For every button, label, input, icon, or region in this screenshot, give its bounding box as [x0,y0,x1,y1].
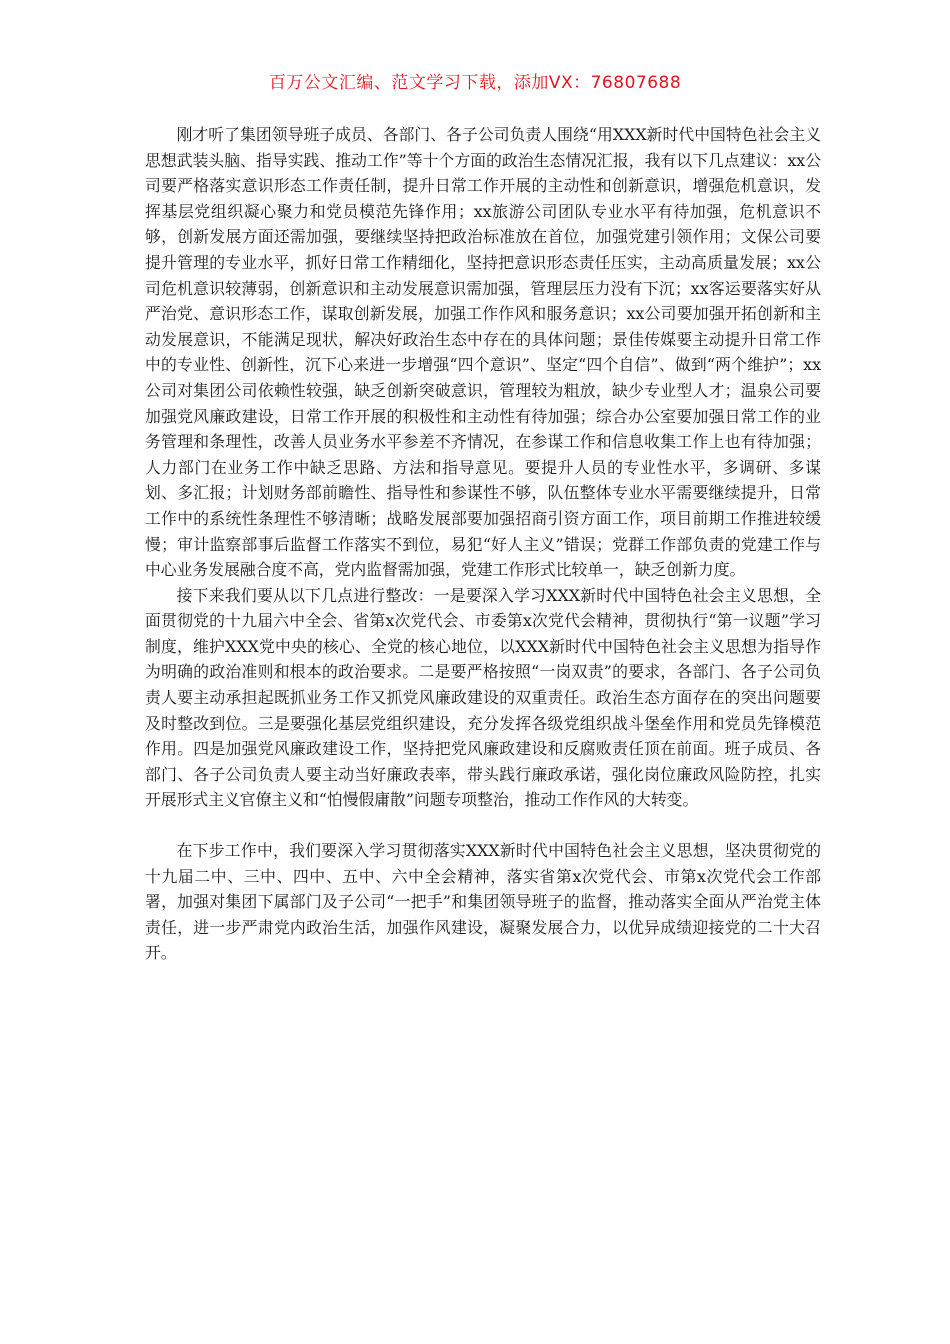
paragraph-suggestions: 刚才听了集团领导班子成员、各部门、各子公司负责人围绕“用XXX新时代中国特色社会主义思想武装头脑、指导实践、推动工作”等十个方面的政治生态情况汇报，我有以下几点建议：xx公司要严格落实意识形态工作责任制，提升日常工作开展的主动性和创新意识，增强危机意识，发挥基层党组织凝心聚力和党员模范先锋作用；xx旅游公司团队专业水平有待加强，危机意识不够，创新发展方面还需加强，要继续坚持把政治标准放在首位，加强党建引领作用；文保公司要提升管理的专业水平，抓好日常工作精细化，坚持把意识形态责任压实，主动高质量发展；xx公司危机意识较薄弱，创新意识和主动发展意识需加强，管理层压力没有下沉；xx客运要落实好从严治党、意识形态工作，谋取创新发展，加强工作作风和服务意识；xx公司要加强开拓创新和主动发展意识，不能满足现状，解决好政治生态中存在的具体问题；景佳传媒要主动提升日常工作中的专业性、创新性，沉下心来进一步增强“四个意识”、坚定“四个自信”、做到“两个维护”；xx公司对集团公司依赖性较强，缺乏创新突破意识，管理较为粗放，缺少专业型人才；温泉公司要加强党风廉政建设，日常工作开展的积极性和主动性有待加强；综合办公室要加强日常工作的业务管理和条理性，改善人员业务水平参差不齐情况，在参谋工作和信息收集工作上也有待加强；人力部门在业务工作中缺乏思路、方法和指导意见。要提升人员的专业性水平，多调研、多谋划、多汇报；计划财务部前瞻性、指导性和参谋性不够，队伍整体专业水平需要继续提升，日常工作中的系统性条理性不够清晰；战略发展部要加强招商引资方面工作，项目前期工作推进较缓慢；审计监察部事后监督工作落实不到位，易犯“好人主义”错误；党群工作部负责的党建工作与中心业务发展融合度不高，党内监督需加强，党建工作形式比较单一，缺乏创新力度。 [145,125,821,580]
paragraph-rectification: 接下来我们要从以下几点进行整改：一是要深入学习XXX新时代中国特色社会主义思想，全面贯彻党的十九届六中全会、省第x次党代会、市委第x次党代会精神，贯彻执行“第一议题”学习制度，维护XXX党中央的核心、全党的核心地位，以XXX新时代中国特色社会主义思想为指导作为明确的政治准则和根本的政治要求。二是要严格按照“一岗双责”的要求，各部门、各子公司负责人要主动承担起既抓业务工作又抓党风廉政建设的双重责任。政治生态方面存在的突出问题要及时整改到位。三是要强化基层党组织建设，充分发挥各级党组织战斗堡垒作用和党员先锋模范作用。四是加强党风廉政建设工作，坚持把党风廉政建设和反腐败责任顶在前面。班子成员、各部门、各子公司负责人要主动当好廉政表率，带头践行廉政承诺，强化岗位廉政风险防控，扎实开展形式主义官僚主义和“怕慢假庸散”问题专项整治，推动工作作风的大转变。 [145,585,821,810]
document-body [145,122,821,966]
paragraph-next-steps: 在下步工作中，我们要深入学习贯彻落实XXX新时代中国特色社会主义思想，坚决贯彻党的十九届二中、三中、四中、五中、六中全会精神，落实省第x次党代会、市第x次党代会工作部署，加强对集团下属部门及子公司“一把手”和集团领导班子的监督，推动落实全面从严治党主体责任，进一步严肃党内政治生活，加强作风建设，凝聚发展合力，以优异成绩迎接党的二十大召开。 [145,841,821,963]
header-watermark-text: 百万公文汇编、范文学习下载，添加VX：76807688 [268,73,682,93]
